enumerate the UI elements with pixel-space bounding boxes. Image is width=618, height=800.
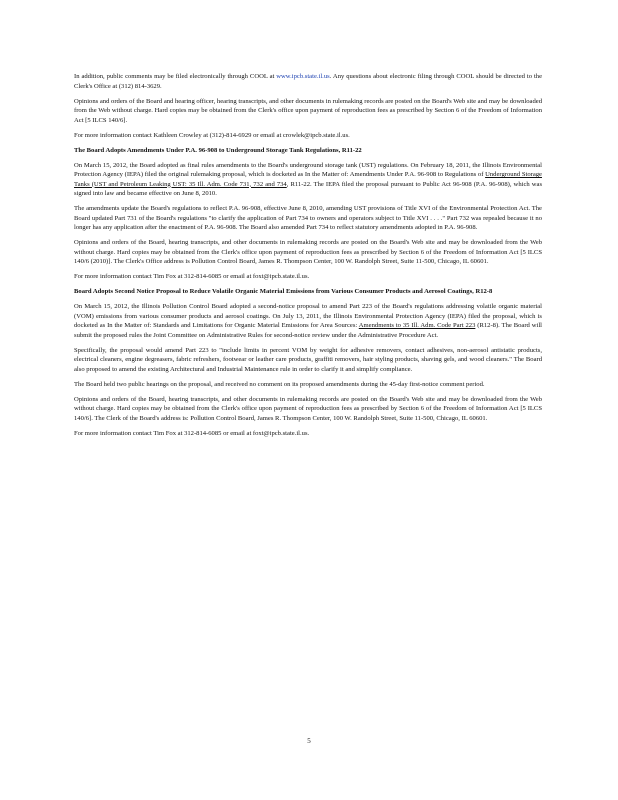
- public-comments-paragraph: [74, 72, 542, 91]
- ust-adoption-text-end: , R11-22. The IEPA filed the proposal pursuant to Public Act 96-908 (P.A. 96-908), which was signed into law and became effective on June 8, 2010.: [74, 180, 543, 197]
- vom-docket-title: Amendments to 35 Ill. Adm. Code Part 223: [358, 322, 476, 329]
- vom-documents-paragraph: Opinions and orders of the Board, hearing transcripts, and other documents in rulemaking records are posted on the Board's Web site and may be downloaded from the Web without charge. Hard copies may be obtained from the Clerk's office upon payment of reproduction fees as prescribed by Section 6 of the Freedom of Information Act [5 ILCS 140/6]. The Clerk of the Board's address is: Pollution Control Board, James R. Thompson Center, 100 W. Randolph Street, Suite 11-500, Chicago, IL 60601.: [74, 395, 542, 422]
- vom-adoption-text: On March 15, 2012, the Illinois Pollution Control Board adopted a second-notice proposal to amend Part 223 of the Board's regulations addressing volatile organic material (VOM) emissions from various consumer products and aerosol coatings. On July 13, 2011, the Illinois Environmental Protection Agency (IEPA) filed the proposal, which is docketed as In the Matter of: Standards and Limitations for Organic Material Emissions for Area Sources:: [74, 303, 542, 329]
- ust-amendments-paragraph: The amendments update the Board's regulations to reflect P.A. 96-908, effective June 8, 2010, amending UST provisions of Title XVI of the Environmental Protection Act. The Board updated Part 731 of the Board's regulations "to clarify the application of Part 734 to owners and operators subject to Title XVI . . . ." Part 732 was repealed because it no longer has any application after the enactment of P.A. 96-908. The Board also amended Part 734 to reflect statutory amendments adopted in P.A. 96-908.: [74, 205, 542, 231]
- public-comments-text: In addition, public comments may be filed electronically through COOL at: [74, 73, 277, 80]
- vom-adoption-paragraph: [74, 302, 542, 340]
- newsletter-body: [74, 72, 542, 444]
- ust-rulemaking-heading: The Board Adopts Amendments Under P.A. 96-908 to Underground Storage Tank Regulations, R11-22: [74, 146, 362, 154]
- vom-proposal-details-paragraph: Specifically, the proposal would amend Part 223 to "include limits in percent VOM by weight for adhesive removers, contact adhesives, non-aerosol antistatic products, electrical cleaners, engine degreasers, fabric refreshers, footwear or leather care products, graffiti removers, hair styling products, shaving gels, and wood cleaners." The Board also proposed to amend the existing Architectural and Industrial Maintenance rule in order to clarify it and simplify compliance.: [74, 346, 542, 373]
- ust-adoption-text: On March 15, 2012, the Board adopted as final rules amendments to the Board's underground storage tank (UST) regulations. On February 18, 2011, the Illinois Environmental Protection Agency (IEPA) filed the original rulemaking proposal, which is docketed as In the Matter of: Amendments Under P.A. 96-908 to Regulations of: [74, 161, 542, 178]
- documents-availability-paragraph: Opinions and orders of the Board and hearing officer, hearing transcripts, and other documents in rulemaking records are posted on the Board's Web site and may be downloaded from the Web without charge. Hard copies may be obtained from the Clerk's office upon payment of reproduction fees as prescribed by Section 6 of the Freedom of Information Act [5 ILCS 140/6].: [74, 97, 542, 124]
- contact-fox-paragraph: For more information contact Tim Fox at 312-814-6085 or email at foxt@ipcb.state.il.us.: [74, 273, 310, 280]
- contact-fox-paragraph-2: For more information contact Tim Fox at 312-814-6085 or email at foxt@ipcb.state.il.us.: [74, 429, 310, 437]
- public-comments-text-end: . Any questions about electronic filing through COOL should be directed to the Clerk's Office at (312) 814-3629.: [74, 73, 542, 90]
- cool-website-link[interactable]: www.ipcb.state.il.us: [276, 73, 330, 80]
- vom-hearings-paragraph: The Board held two public hearings on the proposal, and received no comment on its proposed amendments during the 45-day first-notice comment period.: [74, 380, 485, 388]
- page-number: 5: [307, 737, 311, 745]
- ust-docket-title: Underground Storage Tanks (UST and Petroleum Leaking UST: 35 Ill. Adm. Code 731, 732 and 734: [74, 171, 542, 188]
- ust-documents-paragraph: Opinions and orders of the Board, hearing transcripts, and other documents in rulemaking records are posted on the Board's Web site and may be downloaded from the Web without charge. Hard copies may be obtained from the Clerk's office upon payment of reproduction fees as prescribed by Section 6 of the Freedom of Information Act [5 ILCS 140/6 (2010)]. The Clerk's Office address is Pollution Control Board, James R. Thompson Center, 100 W. Randolph Street, Suite 11-500, Chicago, IL 60601.: [74, 239, 542, 265]
- contact-crowley-paragraph: For more information contact Kathleen Crowley at (312)-814-6929 or email at crowlek@ipcb.state.il.us.: [74, 131, 350, 139]
- vom-rulemaking-heading: Board Adopts Second Notice Proposal to Reduce Volatile Organic Material Emissions from Various Consumer Products and Aerosol Coatings, R12-8: [74, 288, 493, 295]
- vom-adoption-text-end: (R12-8). The Board will submit the proposed rules the Joint Committee on Administrative Rules for second-notice review under the Administrative Procedure Act.: [74, 322, 542, 339]
- ust-adoption-paragraph: [74, 161, 542, 199]
